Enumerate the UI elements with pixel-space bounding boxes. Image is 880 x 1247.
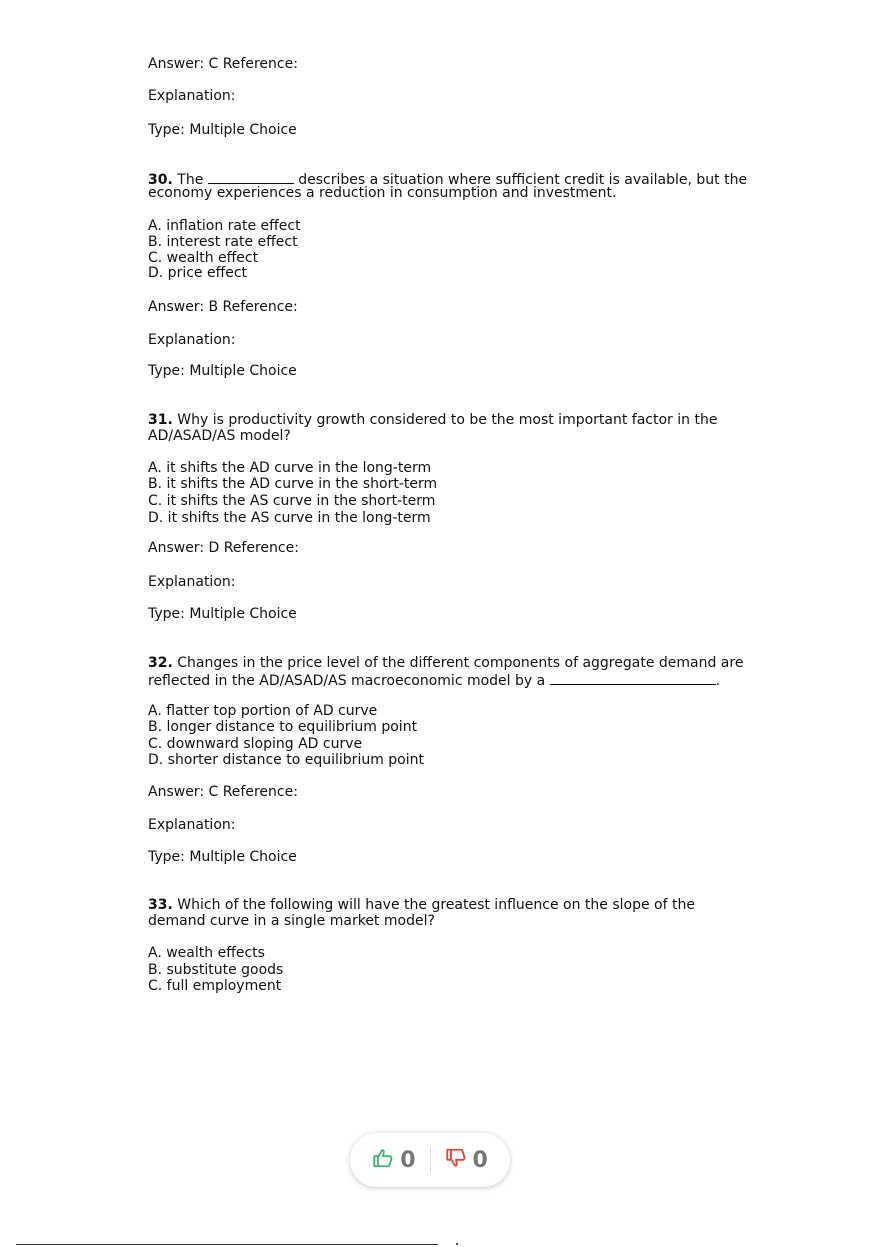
q32-blank — [550, 672, 716, 685]
q32-answer: Answer: C Reference: — [148, 784, 298, 800]
q33-line2: demand curve in a single market model? — [148, 913, 435, 929]
q31-option-d: D. it shifts the AS curve in the long-term — [148, 510, 431, 526]
q30-text-before: The — [177, 172, 204, 188]
q33-option-c: C. full employment — [148, 978, 282, 994]
q33-option-a: A. wealth effects — [148, 945, 265, 961]
q30-option-d: D. price effect — [148, 265, 248, 281]
downvote-button[interactable] — [431, 1147, 502, 1173]
q30-blank — [208, 171, 294, 184]
q31-option-c: C. it shifts the AS curve in the short-term — [148, 493, 436, 509]
vote-widget — [350, 1133, 510, 1187]
footer-dot — [456, 1243, 458, 1245]
q30-number: 30. — [148, 172, 173, 188]
downvote-count: 0 — [472, 1147, 488, 1173]
q32-text-after: . — [715, 673, 721, 689]
q32-number: 32. — [148, 655, 173, 671]
q32-text: Changes in the price level of the different components of aggregate demand are — [177, 655, 744, 671]
q30-answer: Answer: B Reference: — [148, 299, 298, 315]
prev-answer: Answer: C Reference: — [148, 56, 298, 72]
q32-option-a: A. flatter top portion of AD curve — [148, 703, 378, 719]
q31-line2: AD/ASAD/AS model? — [148, 428, 291, 444]
q30-option-b: B. interest rate effect — [148, 234, 298, 250]
footer-divider — [16, 1244, 438, 1245]
q31-type: Type: Multiple Choice — [148, 606, 297, 622]
q30-type: Type: Multiple Choice — [148, 363, 297, 379]
q33-number: 33. — [148, 897, 173, 913]
q32-option-d: D. shorter distance to equilibrium point — [148, 752, 424, 768]
q30-text-after: describes a situation where sufficient credit is available, but the — [298, 172, 748, 188]
q30-line2: economy experiences a reduction in consumption and investment. — [148, 185, 617, 201]
q33-text: Which of the following will have the greatest influence on the slope of the — [177, 897, 695, 913]
q31-answer: Answer: D Reference: — [148, 540, 299, 556]
q32-line1 — [148, 655, 743, 671]
thumbs-down-icon — [445, 1147, 467, 1173]
q32-explanation: Explanation: — [148, 817, 236, 833]
q31-number: 31. — [148, 412, 173, 428]
q32-option-c: C. downward sloping AD curve — [148, 736, 363, 752]
q31-option-a: A. it shifts the AD curve in the long-term — [148, 460, 432, 476]
q31-text: Why is productivity growth considered to be the most important factor in the — [177, 412, 718, 428]
q30-explanation: Explanation: — [148, 332, 236, 348]
q33-line1 — [148, 897, 695, 913]
q30-option-c: C. wealth effect — [148, 250, 259, 266]
upvote-button[interactable] — [358, 1147, 429, 1173]
q32-option-b: B. longer distance to equilibrium point — [148, 719, 418, 735]
prev-explanation: Explanation: — [148, 88, 236, 104]
q33-option-b: B. substitute goods — [148, 962, 284, 978]
thumbs-up-icon — [372, 1147, 394, 1173]
q31-explanation: Explanation: — [148, 574, 236, 590]
q31-option-b: B. it shifts the AD curve in the short-term — [148, 476, 438, 492]
q31-line1 — [148, 412, 717, 428]
q32-text-before: reflected in the AD/ASAD/AS macroeconomic model by a — [148, 673, 546, 689]
q30-option-a: A. inflation rate effect — [148, 218, 301, 234]
upvote-count: 0 — [400, 1147, 416, 1173]
q32-type: Type: Multiple Choice — [148, 849, 297, 865]
q32-line2 — [148, 672, 720, 689]
prev-type: Type: Multiple Choice — [148, 122, 297, 138]
